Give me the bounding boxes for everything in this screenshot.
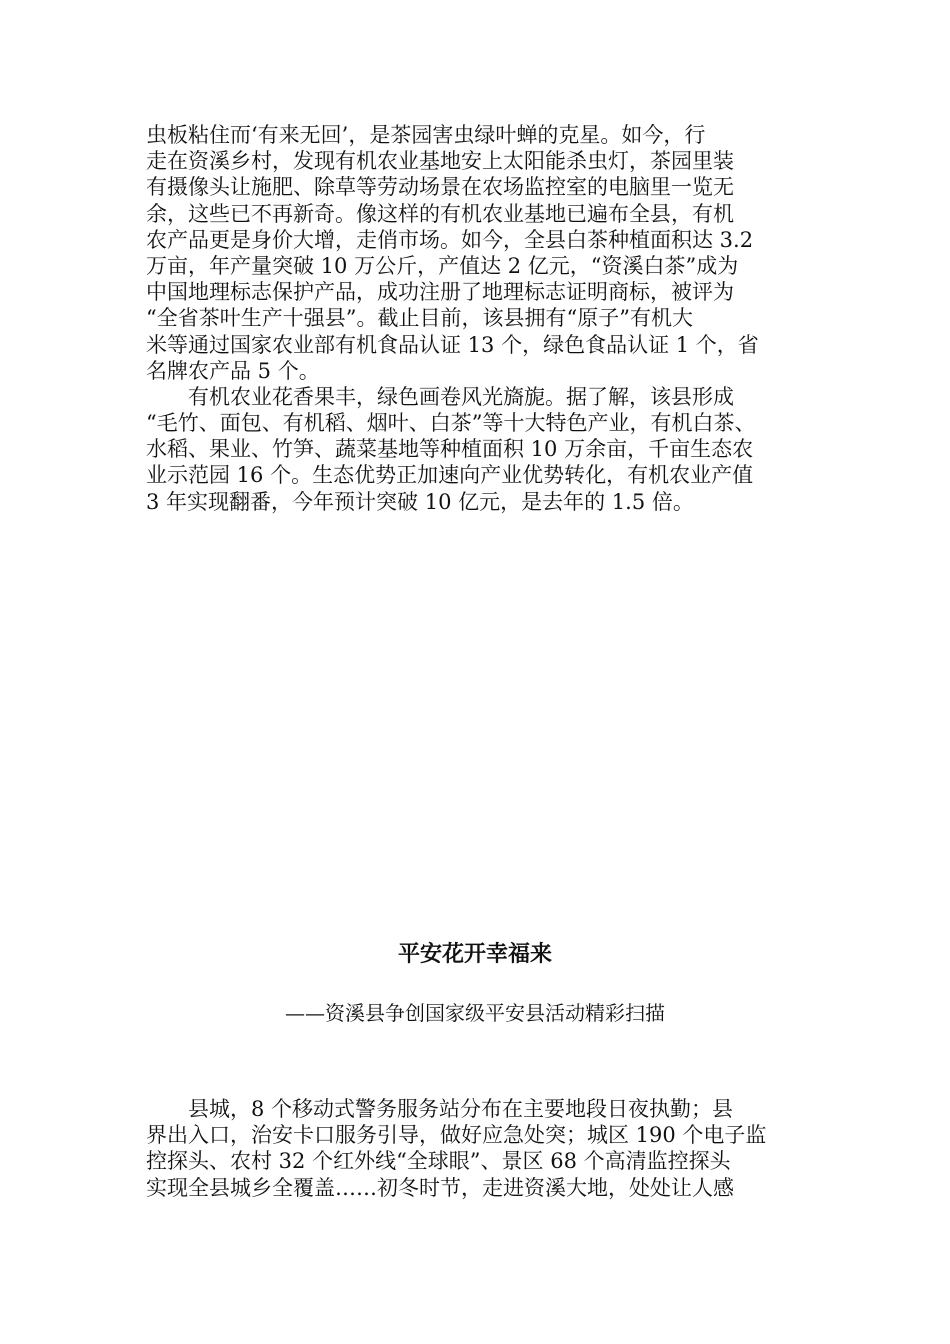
article-title: 平安花开幸福来 [397,942,552,967]
text-line: 界出入口，治安卡口服务引导，做好应急处突；城区 190 个电子监 [146,1123,767,1148]
text-line: 有摄像头让施肥、除草等劳动场景在农场监控室的电脑里一览无 [146,175,734,200]
text-line: 有机农业花香果丰，绿色画卷风光旖旎。据了解，该县形成 [146,384,734,409]
text-line: 县城，8 个移动式警务服务站分布在主要地段日夜执勤；县 [146,1097,734,1121]
text-line: 实现全县城乡全覆盖……初冬时节，走进资溪大地，处处让人感 [146,1175,734,1200]
text-line: 农产品更是身价大增，走俏市场。如今，全县白茶种植面积达 3.2 [146,227,754,252]
text-line: 控探头、农村 32 个红外线“全球眼”、景区 68 个高清监控探头 [146,1149,731,1174]
text-line: 余，这些已不再新奇。像这样的有机农业基地已遍布全县，有机 [146,201,734,226]
text-line: “毛竹、面包、有机稻、烟叶、白茶”等十大特色产业，有机白茶、 [146,411,756,436]
text-line: 虫板粘住而‘有来无回’，是茶园害虫绿叶蝉的克星。如今，行 [146,123,706,147]
article-body-top [146,122,808,515]
text-line: 3 年实现翻番，今年预计突破 10 亿元，是去年的 1.5 倍。 [146,489,694,514]
text-line: 走在资溪乡村，发现有机农业基地安上太阳能杀虫灯，茶园里装 [146,149,734,174]
text-line: 业示范园 16 个。生态优势正加速向产业优势转化，有机农业产值 [146,463,754,488]
text-line: 中国地理标志保护产品，成功注册了地理标志证明商标，被评为 [146,280,734,305]
text-line: 米等通过国家农业部有机食品认证 13 个，绿色食品认证 1 个，省 [146,332,759,357]
article-subtitle: ——资溪县争创国家级平安县活动精彩扫描 [285,1001,665,1025]
text-line: 万亩，年产量突破 10 万公斤，产值达 2 亿元，“资溪白茶”成为 [146,253,739,278]
text-line: 水稻、果业、竹笋、蔬菜基地等种植面积 10 万余亩，千亩生态农 [146,437,754,462]
text-line: “全省茶叶生产十强县”。截止目前，该县拥有“原子”有机大 [146,306,693,331]
article-body-bottom [146,1096,808,1201]
text-line: 名牌农产品 5 个。 [146,358,320,383]
